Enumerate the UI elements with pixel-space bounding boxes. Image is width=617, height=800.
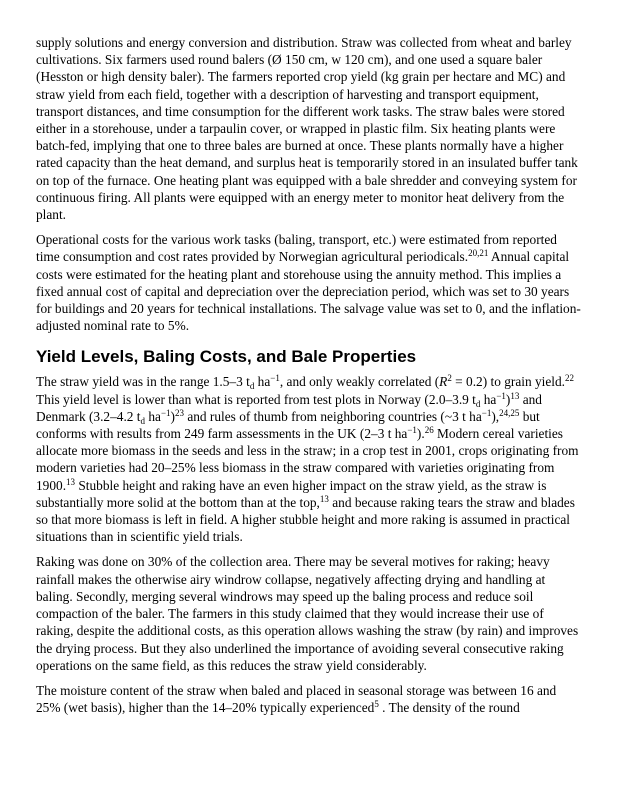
text-run: ha bbox=[145, 408, 161, 424]
citation-ref: 20,21 bbox=[468, 248, 489, 259]
text-run: . The density of the round bbox=[378, 700, 520, 716]
text-run: and because raking tears the straw and blades so that more biomass is left in field. A higher stubble height and more raking is assumed in practical situations than in scientific yield trials. bbox=[36, 494, 575, 545]
text-run: ), bbox=[491, 408, 500, 424]
text-run: ) bbox=[505, 391, 511, 407]
exponent: −1 bbox=[496, 390, 506, 401]
citation-ref: 22 bbox=[564, 373, 574, 384]
body-paragraph-4: Raking was done on 30% of the collection area. There may be several motives for raking; heavy rainfall makes the otherwise airy windrow collapse, negatively affecting drying and handling at baling. Secondly, merging several windrows may speed up the baling process and reduce soil compaction of the baler. The farmers in this study claimed that they would increase their use of raking, despite the additional costs, as this operation allows washing the straw (by rain) and improves the drying process. But they also underlined the importance of avoiding several consecutive raking operations on the same field, as this reduces the straw yield considerably. bbox=[36, 554, 579, 673]
text-run: The moisture content of the straw when baled and placed in seasonal storage was between 16 and 25% (wet basis), higher than the 14–20% typically experienced bbox=[36, 682, 557, 716]
article-page bbox=[36, 34, 584, 724]
subscript-d: d bbox=[475, 398, 481, 409]
text-run: ) bbox=[170, 408, 175, 424]
subscript-d: d bbox=[140, 415, 146, 426]
text-run: = 0.2) to grain yield. bbox=[451, 374, 565, 390]
subscript-d: d bbox=[249, 381, 255, 392]
body-paragraph-3 bbox=[36, 373, 584, 545]
exponent: −1 bbox=[481, 407, 492, 418]
text-run: and rules of thumb from neighboring countries (~3 t ha bbox=[183, 408, 482, 424]
text-run: Stubble height and raking have an even higher impact on the straw yield, as the straw is substantially more solid at the bottom than at the top, bbox=[36, 477, 547, 510]
text-run: This yield level is lower than what is reported from test plots in Norway (2.0–3.9 t bbox=[36, 391, 476, 407]
citation-ref: 13 bbox=[319, 493, 329, 504]
body-paragraph-5 bbox=[36, 682, 584, 716]
text-run: , and only weakly correlated ( bbox=[279, 374, 440, 390]
exponent: −1 bbox=[407, 425, 417, 436]
body-paragraph-2 bbox=[36, 231, 584, 334]
text-run: but conforms with results from 249 farm assessments in the UK (2–3 t ha bbox=[36, 408, 540, 442]
text-run: Annual capital costs were estimated for the heating plant and storehouse using the annuity method. This implies a fixed annual cost of capital and depreciation over the depreciation period, which was set to 30 years for buildings and 20 years for technical installations. The salvage value was set to 0, and the inflation-adjusted nominal rate to 5%. bbox=[36, 249, 581, 334]
text-run: Modern cereal varieties allocate more biomass in the seeds and less in the straw; in a crop test in 2001, crops originating from modern varieties had 20–25% less biomass in the straw compared with varieties originating from 1900. bbox=[36, 426, 579, 493]
text-run: ha bbox=[480, 391, 497, 407]
citation-ref: 13 bbox=[66, 476, 76, 487]
citation-ref: 13 bbox=[510, 390, 520, 401]
text-run: The straw yield was in the range 1.5–3 t bbox=[36, 374, 250, 390]
citation-ref: 23 bbox=[174, 407, 184, 418]
citation-ref: 26 bbox=[424, 425, 434, 436]
citation-ref: 5 bbox=[374, 699, 379, 710]
body-paragraph-1: supply solutions and energy conversion and distribution. Straw was collected from wheat and barley cultivations. Six farmers used round balers (Ø 150 cm, w 120 cm), and one used a square baler (Hesston or high density baler). The farmers reported crop yield (kg grain per hectare and MC) and straw yield from each field, together with a description of harvesting and transport equipment, transport distances, and time consumption for the different work tasks. The straw bales were stored either in a storehouse, under a tarpaulin cover, or wrapped in plastic film. Six heating plants were batch-fed, implying that one to three bales are burned at once. These plants normally have a higher rated capacity than the heat demand, and surplus heat is temporarily stored in an insulated buffer tank on top of the furnace. One heating plant was equipped with a bale shredder and conveying system for continuous firing. All plants were equipped with an energy meter to monitor heat delivery from the plant. bbox=[36, 35, 578, 223]
r-symbol: R bbox=[439, 374, 448, 390]
section-heading: Yield Levels, Baling Costs, and Bale Properties bbox=[36, 347, 417, 367]
text-run: Operational costs for the various work tasks (baling, transport, etc.) were estimated from reported time consumption and cost rates provided by Norwegian agricultural periodicals. bbox=[36, 232, 557, 265]
exponent: 2 bbox=[447, 373, 452, 384]
exponent: −1 bbox=[160, 407, 171, 418]
text-run: ha bbox=[254, 374, 271, 390]
text-run: and Denmark (3.2–4.2 t bbox=[36, 391, 542, 424]
exponent: −1 bbox=[270, 373, 280, 384]
citation-ref: 24,25 bbox=[499, 407, 520, 418]
text-run: ). bbox=[416, 426, 425, 442]
